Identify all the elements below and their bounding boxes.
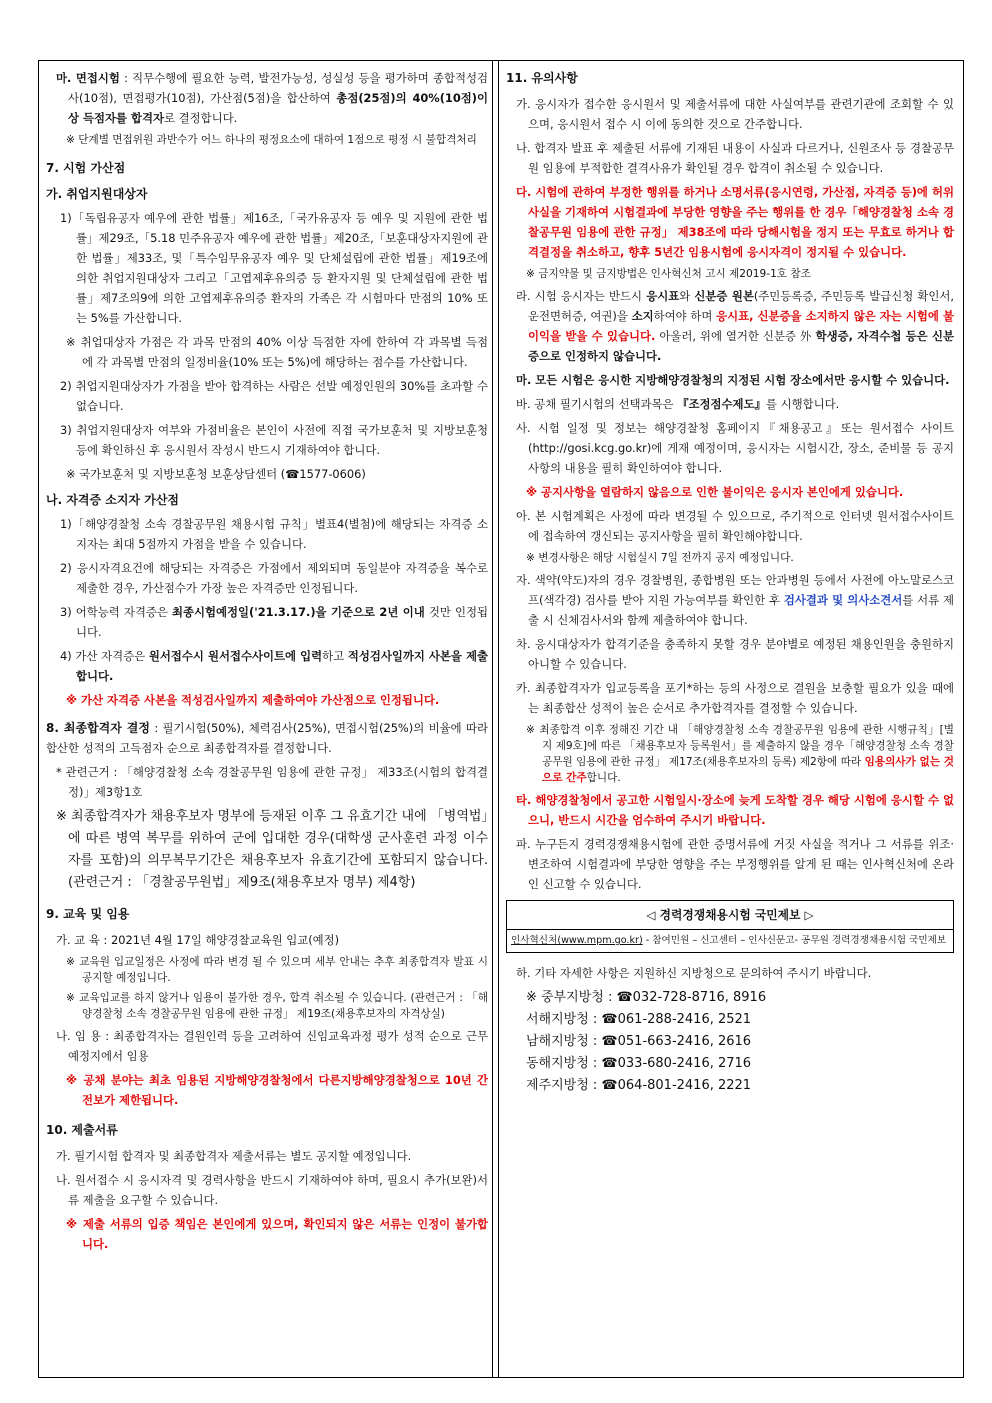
- citizen-report-path: 인사혁신처(www.mpm.go.kr) - 참여민원 – 신고센터 – 인사신문고- 공무원 경력경쟁채용시험 국민제보: [507, 929, 953, 952]
- item-11-cha: 차. 응시대상자가 합격기준을 충족하지 못할 경우 분야별로 예정된 채용인원을 충원하지 아니할 수 있습니다.: [516, 637, 954, 671]
- mpm-link[interactable]: 인사혁신처(www.mpm.go.kr): [511, 935, 643, 946]
- note-11-sa: ※ 공지사항을 열람하지 않음으로 인한 불이익은 응시자 본인에게 있습니다.: [526, 485, 904, 499]
- note-7a-1: ※ 취업대상자 가점은 각 과목 만점의 40% 이상 득점한 자에 한하여 각 과목별 득점에 각 과목별 만점의 일정비율(10% 또는 5%)에 해당하는 점수를 가산합니다.: [66, 335, 488, 369]
- note-7a-3: ※ 국가보훈처 및 지방보훈청 보훈상담센터 (☎1577-0606): [66, 467, 366, 481]
- note-8-2: ※ 최종합격자가 채용후보자 명부에 등재된 이후 그 유효기간 내에 「병역법」에 따른 병역 복무를 위하여 군에 입대한 경우(대학생 군사훈련 과정 이수자를 포함)의 의무복무기간은 채용후보자 유효기간에 포함되지 않습니다. (관련근거 : 「경찰공무원법」제9조(채용후보자 명부) 제4항): [56, 809, 488, 890]
- note-9a-2: ※ 교육입교를 하지 않거나 임용이 불가한 경우, 합격 취소될 수 있습니다. (관련근거 : 「해양경찰청 소속 경찰공무원 임용에 관한 규정」 제19조(채용후보자의 자격상실): [66, 992, 488, 1020]
- heading-interview: 마. 면접시험: [56, 71, 120, 85]
- item-10a: 가. 필기시험 합격자 및 최종합격자 제출서류는 별도 공지할 예정입니다.: [56, 1149, 412, 1163]
- item-11-da: 다. 시험에 관하여 부정한 행위를 하거나 소명서류(응시연령, 가산점, 자격증 등)에 허위사실을 기재하여 시험결과에 부당한 영향을 주는 행위를 한 경우「해양경찰청 소속 경찰공무원 임용에 관한 규정」 제38조에 따라 당해시험을 정지 또는 무효로 하거나 합격결정을 취소하고, 향후 5년간 임용시험에 응시자격이 정지될 수 있습니다.: [516, 185, 954, 259]
- item-9b: 나. 임 용 : 최종합격자는 결원인력 등을 고려하여 신임교육과정 평가 성적 순으로 근무예정지에서 임용: [56, 1029, 488, 1063]
- item-11-ga: 가. 응시자가 접수한 응시원서 및 제출서류에 대한 사실여부를 관련기관에 조회할 수 있으며, 응시원서 접수 시 이에 동의한 것으로 간주합니다.: [516, 97, 954, 131]
- interview-note: ※ 단계별 면접위원 과반수가 어느 하나의 평정요소에 대하여 1점으로 평정 시 불합격처리: [66, 134, 477, 146]
- item-7a-2: 2) 취업지원대상자가 가점을 받아 합격하는 사람은 선발 예정인원의 30%를 초과할 수 없습니다.: [60, 379, 488, 413]
- item-11-ma: 마. 모든 시험은 응시한 지방해양경찰청의 지정된 시험 장소에서만 응시할 수 있습니다.: [516, 373, 950, 387]
- item-11-na: 나. 합격자 발표 후 제출된 서류에 기재된 내용이 사실과 다르거나, 신원조사 등 경찰공무원 임용에 부적합한 결격사유가 확인될 경우 합격이 취소될 수 있습니다.: [516, 141, 954, 175]
- note-8-1: * 관련근거 : 「해양경찰청 소속 경찰공무원 임용에 관한 규정」 제33조(시험의 합격결정)」제3항1호: [56, 765, 488, 799]
- section-9-heading: 9. 교육 및 임용: [46, 907, 130, 921]
- note-10b: ※ 제출 서류의 입증 책임은 본인에게 있으며, 확인되지 않은 서류는 인정이 불가합니다.: [66, 1217, 488, 1251]
- item-11-ha: 하. 기타 자세한 사항은 지원하신 지방청으로 문의하여 주시기 바랍니다.: [516, 966, 872, 980]
- section-8: 8. 최종합격자 결정 : 필기시험(50%), 체력검사(25%), 면접시험(25%)의 비율에 따라 합산한 성적의 고득점자 순으로 최종합격자를 결정합니다.: [46, 721, 488, 755]
- contact-donghae: 동해지방청 : ☎033-680-2416, 2716: [526, 1056, 752, 1071]
- note-11-a: ※ 변경사항은 해당 시험실시 7일 전까지 공지 예정입니다.: [526, 552, 794, 564]
- item-11-ba: 바. 공채 필기시험의 선택과목은 『조정점수제도』를 시행합니다.: [516, 397, 840, 411]
- section-7a-heading: 가. 취업지원대상자: [46, 187, 148, 201]
- item-9a: 가. 교 육 : 2021년 4월 17일 해양경찰교육원 입교(예정): [56, 933, 340, 947]
- contact-jeju: 제주지방청 : ☎064-801-2416, 2221: [526, 1078, 752, 1093]
- note-7b-4: ※ 가산 자격증 사본을 적성검사일까지 제출하여야 가산점으로 인정됩니다.: [66, 693, 440, 707]
- column-divider: [492, 60, 499, 1378]
- section-7b-heading: 나. 자격증 소지자 가산점: [46, 493, 180, 507]
- note-9a-1: ※ 교육원 입교일정은 사정에 따라 변경 될 수 있으며 세부 안내는 추후 최종합격자 발표 시 공지할 예정입니다.: [66, 956, 488, 984]
- item-11-ta: 타. 해양경찰청에서 공고한 시험일시·장소에 늦게 도착할 경우 해당 시험에 응시할 수 없으니, 반드시 시간을 엄수하여 주시기 바랍니다.: [516, 793, 954, 827]
- item-7b-2: 2) 응시자격요건에 해당되는 자격증은 가점에서 제외되며 동일분야 자격증을 복수로 제출한 경우, 가산점수가 가장 높은 자격증만 인정됩니다.: [60, 561, 488, 595]
- note-11-da: ※ 금지약물 및 금지방법은 인사혁신처 고시 제2019-1호 참조: [526, 268, 811, 280]
- citizen-report-title: ◁ 경력경쟁채용시험 국민제보 ▷: [646, 908, 814, 922]
- item-11-a: 아. 본 시험계획은 사정에 따라 변경될 수 있으므로, 주기적으로 인터넷 원서접수사이트에 접속하여 갱신되는 공지사항을 필히 확인해야합니다.: [516, 509, 954, 543]
- item-7a-3: 3) 취업지원대상자 여부와 가점비율은 본인이 사전에 직접 국가보훈처 및 지방보훈청 등에 확인하신 후 응시원서 작성시 반드시 기재하여야 합니다.: [60, 423, 488, 457]
- item-11-pa: 파. 누구든지 경력경쟁채용시험에 관한 증명서류에 거짓 사실을 적거나 그 서류를 위조·변조하여 시험결과에 부당한 영향을 주는 부정행위를 알게 된 때는 인사혁신처에 온라인 신고할 수 있습니다.: [516, 837, 954, 891]
- section-ma-interview: 마. 면접시험 : 직무수행에 필요한 능력, 발전가능성, 성실성 등을 평가하며 종합적성검사(10점), 면접평가(10점), 가산점(5점)을 합산하여 총점(25점)의 40%(10점)이상 득점자를 합격자로 결정합니다.: [56, 71, 489, 125]
- citizen-report-box: [506, 900, 954, 953]
- item-11-sa: 사. 시험 일정 및 정보는 해양경찰청 홈페이지『채용공고』또는 원서접수 사이트(http://gosi.kcg.go.kr)에 게재 예정이며, 응시자는 시험시간, 장소, 준비물 등 공지사항의 내용을 필히 확인하여야 합니다.: [516, 421, 954, 475]
- contact-namhae: 남해지방청 : ☎051-663-2416, 2616: [526, 1034, 752, 1049]
- section-7-heading: 7. 시험 가산점: [46, 161, 126, 175]
- right-column: [506, 68, 954, 1097]
- item-11-ja: 자. 색약(약도)자의 경우 경찰병원, 종합병원 또는 안과병원 등에서 사전에 아노말로스코프(색각경) 검사를 받아 지원 가능여부를 확인한 후 검사결과 및 의사소견서를 서류 제출 시 신체검사서와 함께 제출하여야 합니다.: [516, 573, 954, 627]
- contact-list: [506, 987, 954, 1097]
- section-10-heading: 10. 제출서류: [46, 1123, 118, 1137]
- note-9b: ※ 공채 분야는 최초 임용된 지방해양경찰청에서 다른지방해양경찰청으로 10년 간 전보가 제한됩니다.: [66, 1073, 488, 1107]
- item-7b-3: 3) 어학능력 자격증은 최종시험예정일('21.3.17.)을 기준으로 2년 이내 것만 인정됩니다.: [60, 605, 488, 639]
- item-7b-4: 4) 가산 자격증은 원서접수시 원서접수사이트에 입력하고 적성검사일까지 사본을 제출 합니다.: [60, 649, 488, 683]
- note-11-ka: ※ 최종합격 이후 정해진 기간 내 「해양경찰청 소속 경찰공무원 임용에 관한 시행규칙」[별지 제9호]에 따른 「채용후보자 등록원서」를 제출하지 않을 경우「해양경찰청 소속 경찰공무원 임용에 관한 규정」 제17조(채용후보자의 등록) 제2항에 따라 임용의사가 없는 것으로 간주합니다.: [526, 724, 955, 784]
- item-11-ra: 라. 시험 응시자는 반드시 응시표와 신분증 원본(주민등록증, 주민등록 발급신청 확인서, 운전면허증, 여권)을 소지하여야 하며 응시표, 신분증을 소지하지 않은 자는 시험에 불이익을 받을 수 있습니다. 아울러, 위에 열거한 신분증 外 학생증, 자격수첩 등은 신분증으로 인정하지 않습니다.: [516, 289, 955, 363]
- contact-seohae: 서해지방청 : ☎061-288-2416, 2521: [526, 1012, 752, 1027]
- section-11-heading: 11. 유의사항: [506, 71, 578, 85]
- item-7b-1: 1)「해양경찰청 소속 경찰공무원 채용시험 규칙」별표4(별첨)에 해당되는 자격증 소지자는 최대 5점까지 가점을 받을 수 있습니다.: [60, 517, 488, 551]
- contact-jungbu: ※ 중부지방청 : ☎032-728-8716, 8916: [526, 990, 767, 1005]
- item-10b: 나. 원서접수 시 응시자격 및 경력사항을 반드시 기재하여야 하며, 필요시 추가(보완)서류 제출을 요구할 수 있습니다.: [56, 1173, 488, 1207]
- left-column: [46, 68, 488, 1258]
- item-11-ka: 카. 최종합격자가 입교등록을 포기*하는 등의 사정으로 결원을 보충할 필요가 있을 때에는 최종합산 성적이 높은 순서로 추가합격자를 결정할 수 있습니다.: [516, 681, 954, 715]
- item-7a-1: 1)「독립유공자 예우에 관한 법률」제16조,「국가유공자 등 예우 및 지원에 관한 법률」제29조,「5.18 민주유공자 예우에 관한 법률」제20조,「보훈대상자지원에 관한 법률」제33조, 및「특수임무유공자 예우 및 단체설립에 관한 법률」제19조에 의한 취업지원대상자 그리고「고엽제후유의증 등 환자지원 및 단체설립에 관한 법률」제7조의9에 의한 고엽제후유의증 환자의 가족은 각 시험마다 만점의 10% 또는 5%를 가산합니다.: [60, 211, 488, 325]
